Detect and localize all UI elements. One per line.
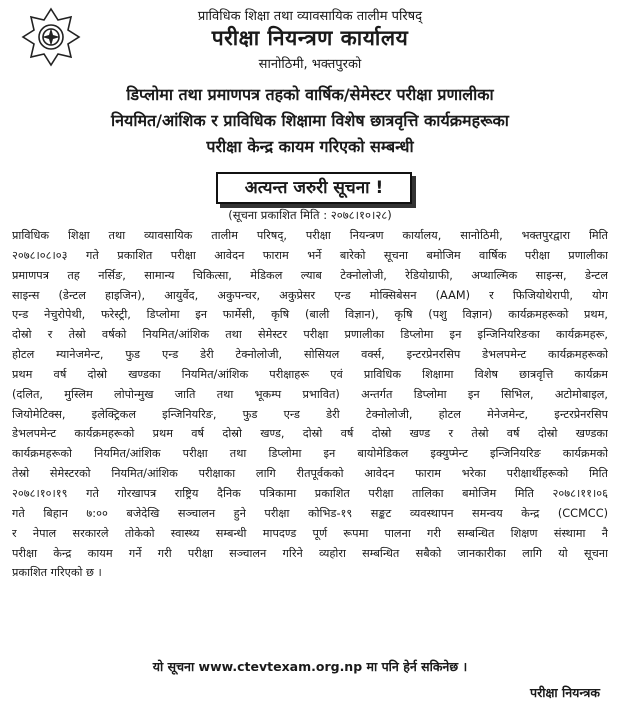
- body-line: प्रमाणपत्र तह नर्सिङ, सामान्य चिकित्सा, मेडिकल ल्याब टेक्नोलोजी, रेडियोग्राफी, अप्थाल्मिक साइन्स, डेन्टल: [12, 268, 608, 282]
- body-line: एन्ड नेचुरोपेथी, फरेस्ट्री, डिप्लोमा इन फार्मेसी, कृषि (बाली विज्ञान), कृषि (पशु विज्ञान) कार्यक्रमहरूको प्रथम,: [12, 308, 608, 322]
- published-date: (सूचना प्रकाशित मिति : २०७८।१०।२८): [228, 208, 392, 222]
- body-line: जियोमेटिक्स, इलेक्ट्रिकल इन्जिनियरिङ, फुड एन्ड डेरी टेक्नोलोजी, होटल मेनेजमेन्ट, इन्टरप्रेनरसिप: [12, 407, 608, 421]
- council-name: प्राविधिक शिक्षा तथा व्यावसायिक तालीम परिषद्: [197, 9, 423, 24]
- notice-body: [12, 226, 608, 583]
- office-name: परीक्षा नियन्त्रण कार्यालय: [211, 26, 409, 50]
- body-line: (दलित, मुस्लिम लोपोन्मुख जाति तथा भूकम्प प्रभावित) अन्तर्गत डिप्लोमा इन सिभिल, अटोमोबाइल,: [12, 387, 608, 401]
- body-line: २०७८।१०।१९ गते गोरखापत्र राष्ट्रिय दैनिक पत्रिकामा प्रकाशित परीक्षा तालिका बमोजिम मिति २०७८।११।०६: [12, 486, 608, 500]
- body-line: प्रकाशित गरिएको छ ।: [12, 566, 102, 580]
- nepal-emblem-logo: [20, 6, 82, 68]
- body-line: प्राविधिक शिक्षा तथा व्यावसायिक तालीम परिषद्, परीक्षा नियन्त्रण कार्यालय, सानोठिमी, भक्तपुरद्वारा मिति: [12, 229, 608, 242]
- urgent-notice-badge: अत्यन्त जरुरी सूचना !: [216, 172, 412, 204]
- body-line: २०७८।०८।०३ गते प्रकाशित परीक्षा आवेदन फाराम भर्ने बारेको सूचना बमोजिम वार्षिक परीक्षा प्रणालीका: [12, 248, 608, 262]
- subject-line: डिप्लोमा तथा प्रमाणपत्र तहको वार्षिक/सेमेस्टर परीक्षा प्रणालीका: [126, 85, 494, 104]
- body-line: गते बिहान ७:०० बजेदेखि सञ्चालन हुने परीक्षा कोभिड-१९ सङ्कट व्यवस्थापन समन्वय केन्द्र (CCMCC): [12, 506, 608, 520]
- body-line: तेस्रो सेमेस्टरको नियमित/आंशिक परीक्षाका लागि रीतपूर्वकको आवेदन फाराम भरेका परीक्षार्थीहरूको मिति: [12, 467, 608, 481]
- office-address: सानोठिमी, भक्तपुरको: [258, 57, 362, 72]
- subject-line: परीक्षा केन्द्र कायम गरिएको सम्बन्धी: [206, 137, 414, 156]
- body-line: र नेपाल सरकारले तोकेको स्वास्थ्य सम्बन्धी मापदण्ड पूर्ण रूपमा पालना गरी सम्बन्धित शिक्षण संस्थामा नै: [12, 526, 608, 540]
- body-line: होटल म्यानेजमेन्ट, फुड एन्ड डेरी टेक्नोलोजी, सोसियल वर्क्स, इन्टरप्रेनरसिप डेभलपमेन्ट कार्यक्रमहरूको: [12, 348, 608, 362]
- body-line: कार्यक्रमहरूको नियमित/आंशिक परीक्षा तथा डिप्लोमा इन बायोमेडिकल इक्युप्मेन्ट इन्जिनियरिङ कार्यक्रमको: [12, 447, 608, 461]
- website-notice: यो सूचना www.ctevtexam.org.np मा पनि हेर्न सकिनेछ ।: [152, 659, 468, 674]
- notice-subject: [26, 82, 594, 160]
- body-line: साइन्स (डेन्टल हाइजिन), आयुर्वेद, अकुपन्चर, अकुप्रेसर एन्ड मोक्सिबेसन (AAM) र फिजियोथेरापी, योग: [12, 288, 608, 302]
- body-line: डेभलपमेन्ट कार्यक्रमहरूको प्रथम वर्ष दोस्रो खण्ड, दोस्रो वर्ष दोस्रो खण्ड र तेस्रो वर्ष दोस्रो खण्डका: [12, 427, 608, 441]
- body-line: परीक्षा केन्द्र कायम गर्ने गरी परीक्षा सञ्चालन गरिने व्यहोरा सम्बन्धित सबैको जानकारीका लागि यो सूचना: [12, 546, 608, 560]
- subject-line: नियमित/आंशिक र प्राविधिक शिक्षामा विशेष छात्रवृत्ति कार्यक्रमहरूका: [111, 111, 509, 130]
- signoff-signature: परीक्षा नियन्त्रक: [530, 685, 600, 700]
- body-line: प्रथम वर्ष दोस्रो खण्डका नियमित/आंशिक परीक्षाहरू एवं प्राविधिक शिक्षामा विशेष छात्रवृत्ति कार्यक्रम: [12, 367, 608, 381]
- body-line: दोस्रो र तेस्रो वर्षको नियमित/आंशिक तथा सेमेस्टर परीक्षा प्रणालीका डिप्लोमा इन इन्जिनियरिङका कार्यक्रमहरू,: [12, 328, 608, 342]
